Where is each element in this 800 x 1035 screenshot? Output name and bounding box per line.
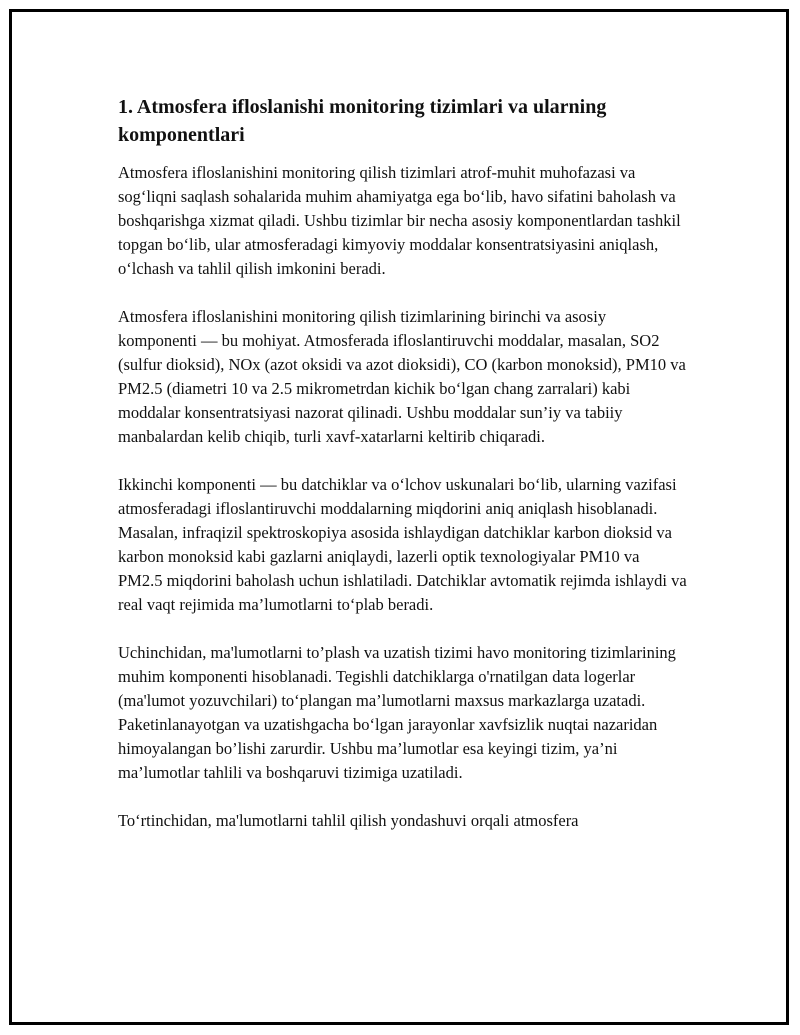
paragraph-3: Ikkinchi komponenti — bu datchiklar va o‘lchov uskunalari bo‘lib, ularning vazifasi atmosferadagi ifloslantiruvchi moddalarning miqdorini aniq aniqlash hisoblanadi. Masalan, infraqizil spektroskopiya asosida ishlaydigan datchiklar karbon dioksid va karbon monoksid kabi gazlarni aniqlaydi, lazerli optik texnologiyalar PM10 va PM2.5 miqdorini baholash uchun ishlatiladi. Datchiklar avtomatik rejimda ishlaydi va real vaqt rejimida ma’lumotlarni to‘plab beradi. (118, 475, 687, 614)
paragraph-1: Atmosfera ifloslanishini monitoring qilish tizimlari atrof-muhit muhofazasi va sog‘liqni saqlash sohalarida muhim ahamiyatga ega bo‘lib, havo sifatini baholash va boshqarishga xizmat qiladi. Ushbu tizimlar bir necha asosiy komponentlardan tashkil topgan bo‘lib, ular atmosferadagi kimyoviy moddalar konsentratsiyasini aniqlash, o‘lchash va tahlil qilish imkonini beradi. (118, 163, 681, 278)
paragraph-5: To‘rtinchidan, ma'lumotlarni tahlil qilish yondashuvi orqali atmosfera (118, 811, 579, 830)
paragraph-4: Uchinchidan, ma'lumotlarni to’plash va uzatish tizimi havo monitoring tizimlarining muhim komponenti hisoblanadi. Tegishli datchiklarga o'rnatilgan data logerlar (ma'lumot yozuvchilari) to‘plangan ma’lumotlarni maxsus markazlarga uzatadi. Paketinlanayotgan va uzatishgacha bo‘lgan jarayonlar xavfsizlik nuqtai nazaridan himoyalangan bo’lishi zarurdir. Ushbu ma’lumotlar esa keyingi tizim, ya’ni ma’lumotlar tahlili va boshqaruvi tizimiga uzatiladi. (118, 643, 676, 782)
section-heading: 1. Atmosfera ifloslanishi monitoring tizimlari va ularning komponentlari (118, 96, 607, 146)
document-body (118, 93, 688, 857)
paragraph-2: Atmosfera ifloslanishini monitoring qilish tizimlarining birinchi va asosiy komponenti — bu mohiyat. Atmosferada ifloslantiruvchi moddalar, masalan, SO2 (sulfur dioksid), NOx (azot oksidi va azot dioksidi), CO (karbon monoksid), PM10 va PM2.5 (diametri 10 va 2.5 mikrometrdan kichik bo‘lgan chang zarralari) kabi moddalar konsentratsiyasi nazorat qilinadi. Ushbu moddalar sun’iy va tabiiy manbalardan kelib chiqib, turli xavf-xatarlarni keltirib chiqaradi. (118, 307, 686, 446)
